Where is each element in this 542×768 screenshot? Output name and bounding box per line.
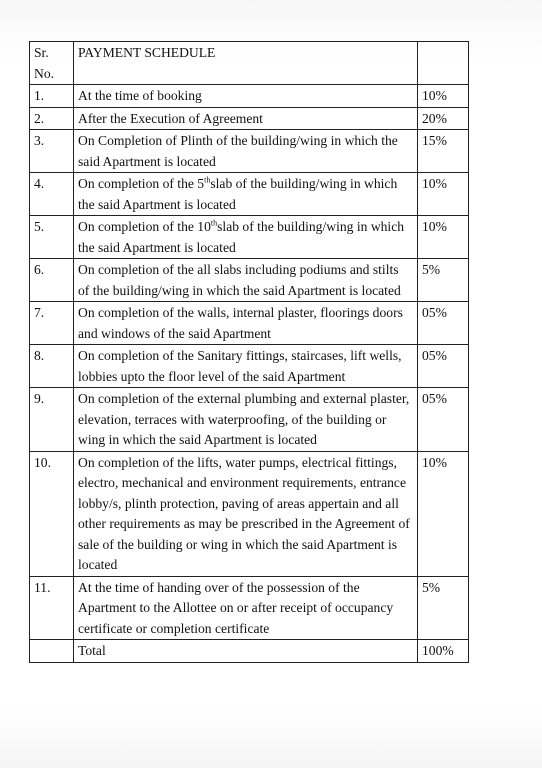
- row-description: [74, 173, 418, 216]
- row-description: On completion of the all slabs including podiums and stilts of the building/wing in which the said Apartment is located: [74, 259, 418, 302]
- table-row: [30, 216, 469, 259]
- row-percent: 10%: [418, 85, 469, 108]
- row-description: At the time of handing over of the possession of the Apartment to the Allottee on or after receipt of occupancy certificate or completion certificate: [74, 576, 418, 640]
- row-sr: 7.: [30, 302, 74, 345]
- row-description: [74, 216, 418, 259]
- desc-text-post: slab of the building/wing in which the said Apartment is located: [78, 176, 398, 212]
- row-description: On completion of the lifts, water pumps, electrical fittings, electro, mechanical and environment requirements, entrance lobby/s, plinth protection, paving of areas appertain and all other requirements as may be prescribed in the Agreement of sale of the building or wing in which the said Apartment is located: [74, 451, 418, 576]
- row-description: On completion of the walls, internal plaster, floorings doors and windows of the said Apartment: [74, 302, 418, 345]
- row-percent: 20%: [418, 107, 469, 130]
- row-description: At the time of booking: [74, 85, 418, 108]
- desc-ordinal-sup: th: [204, 175, 211, 185]
- row-percent: 10%: [418, 451, 469, 576]
- table-row: [30, 576, 469, 640]
- header-payment-schedule: PAYMENT SCHEDULE: [74, 42, 418, 85]
- row-percent: 15%: [418, 130, 469, 173]
- table-row: [30, 130, 469, 173]
- row-percent: 10%: [418, 173, 469, 216]
- desc-text-post: slab of the building/wing in which the said Apartment is located: [78, 219, 405, 255]
- header-sr-no: Sr. No.: [30, 42, 74, 85]
- total-sr-empty: [30, 640, 74, 663]
- payment-schedule-table: [29, 41, 469, 663]
- row-description: On completion of the external plumbing and external plaster, elevation, terraces with waterproofing, of the building or wing in which the said Apartment is located: [74, 388, 418, 452]
- table-header-row: [30, 42, 469, 85]
- table-row: [30, 173, 469, 216]
- row-percent: 05%: [418, 388, 469, 452]
- table-row: [30, 85, 469, 108]
- row-sr: 11.: [30, 576, 74, 640]
- table-row: [30, 259, 469, 302]
- table-row: [30, 451, 469, 576]
- total-label: Total: [74, 640, 418, 663]
- row-sr: 8.: [30, 345, 74, 388]
- row-percent: 5%: [418, 259, 469, 302]
- row-percent: 5%: [418, 576, 469, 640]
- row-sr: 1.: [30, 85, 74, 108]
- row-percent: 05%: [418, 302, 469, 345]
- row-description: On completion of the Sanitary fittings, staircases, lift wells, lobbies upto the floor level of the said Apartment: [74, 345, 418, 388]
- total-row: [30, 640, 469, 663]
- header-percent-empty: [418, 42, 469, 85]
- row-sr: 10.: [30, 451, 74, 576]
- row-sr: 3.: [30, 130, 74, 173]
- desc-ordinal-sup: th: [210, 218, 218, 228]
- row-sr: 2.: [30, 107, 74, 130]
- row-description: On Completion of Plinth of the building/wing in which the said Apartment is located: [74, 130, 418, 173]
- row-percent: 10%: [418, 216, 469, 259]
- desc-text-pre: On completion of the 5: [78, 176, 205, 191]
- row-sr: 4.: [30, 173, 74, 216]
- row-percent: 05%: [418, 345, 469, 388]
- row-sr: 9.: [30, 388, 74, 452]
- total-percent: 100%: [418, 640, 469, 663]
- table-row: [30, 302, 469, 345]
- row-sr: 6.: [30, 259, 74, 302]
- row-sr: 5.: [30, 216, 74, 259]
- desc-text-pre: On completion of the 10: [78, 219, 211, 234]
- table-row: [30, 107, 469, 130]
- table-row: [30, 345, 469, 388]
- row-description: After the Execution of Agreement: [74, 107, 418, 130]
- table-row: [30, 388, 469, 452]
